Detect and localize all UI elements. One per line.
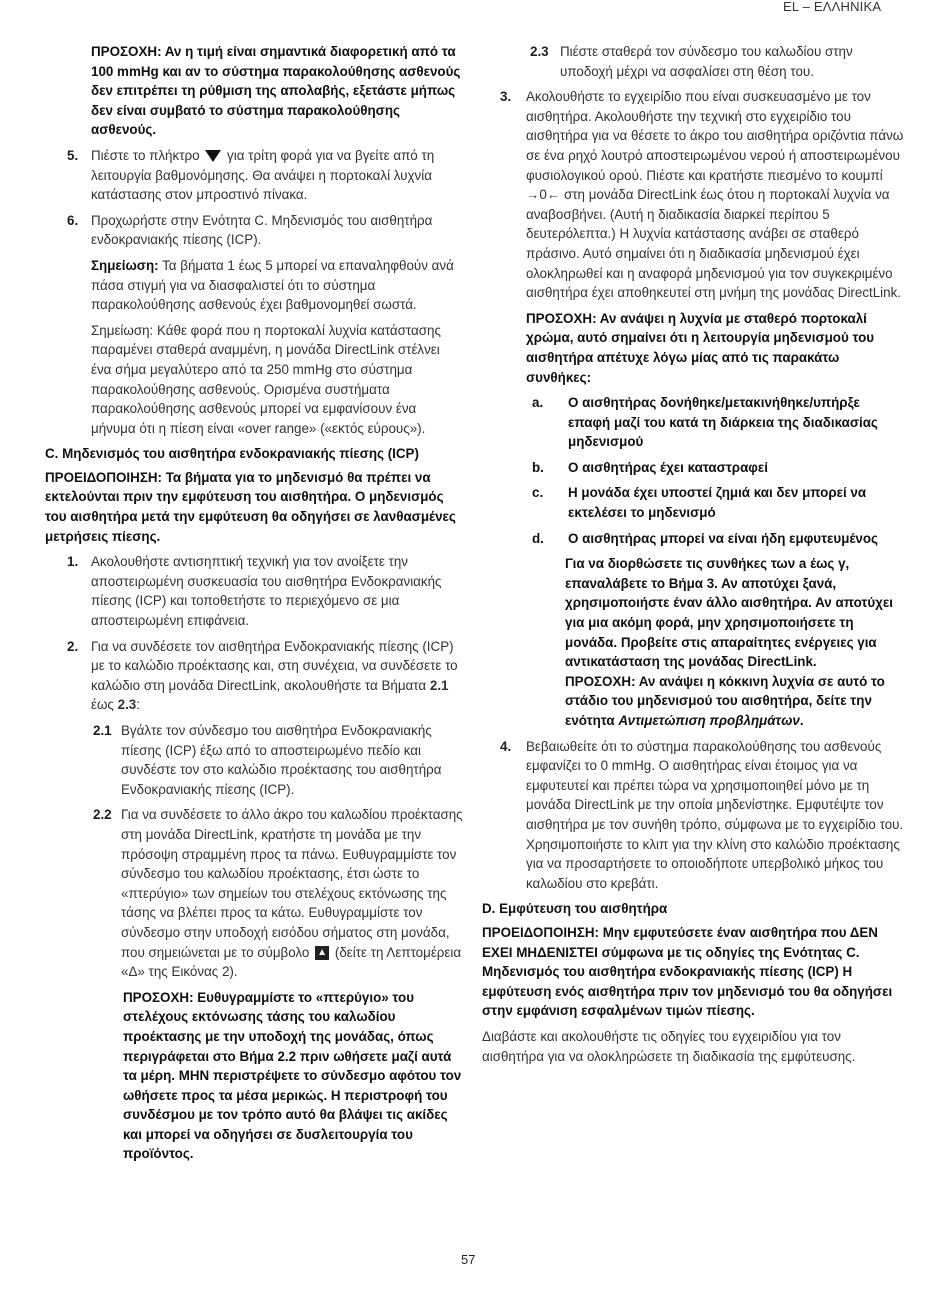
substep-number: 2.1 (93, 723, 112, 738)
caution-connector-alignment: ΠΡΟΣΟΧΗ: Ευθυγραμμίστε το «πτερύγιο» του στελέχους εκτόνωσης τάσης του καλωδίου προέκτασης με την υποδοχή της μονάδας, όπως περιγράφεται στο Βήμα 2.2 πριν ωθήσετε μαζί αυτά τα μέρη. ΜΗΝ περιστρέψετε το σύνδεσμο αφότου τον ωθήσετε προς τα μέσα μερικώς. Η περιστροφή του συνδέσμου με τον τρόπο αυτό θα βλάψει τις ακίδες και μπορεί να οδηγήσει σε δυσλειτουργία του προϊόντος. (123, 989, 462, 1162)
section-c-heading: C. Μηδενισμός του αισθητήρα ενδοκρανιακής πίεσης (ICP) (45, 446, 419, 462)
step-c2-1 (45, 721, 463, 799)
step-c2-3 (530, 42, 905, 81)
step-text: Πιέστε το πλήκτρο για τρίτη φορά για να βγείτε από τη λειτουργία βαθμονόμησης. Θα ανάψει η πορτοκαλί λυχνία κατάστασης στον μπροστινό πίνακα. (91, 147, 435, 203)
step-text: Ακολουθήστε αντισηπτική τεχνική για τον ανοίξετε την αποστειρωμένη συσκευασία του αισθητήρα Ενδοκρανιακής πίεσης (ICP) και τοποθετήστε το περιεχόμενο σε μια αποστειρωμένη επιφάνεια. (91, 554, 442, 629)
caution-calibration: ΠΡΟΣΟΧΗ: Αν η τιμή είναι σημαντικά διαφορετική από τα 100 mmHg και αν το σύστημα παρακολούθησης ασθενούς δεν επιτρέπει τη ρύθμιση της απολαβής, εξετάστε μήπως δεν είναι συμβατό το σύστημα παρακολούθησης ασθενούς. (91, 44, 461, 138)
step-c3 (500, 87, 905, 303)
step-c4 (500, 737, 905, 894)
step-text: Για να συνδέσετε τον αισθητήρα Ενδοκρανιακής πίεσης (ICP) με το καλώδιο προέκτασης και, στη συνέχεια, να συνδέσετε το καλώδιο στη μονάδα DirectLink, ακολουθήστε τα Βήματα 2.1 έως 2.3: (91, 638, 458, 713)
step-text: Ακολουθήστε το εγχειρίδιο που είναι συσκευασμένο με τον αισθητήρα. Ακολουθήστε την τεχνική στο εγχειρίδιο του αισθητήρα για να θέσετε το άκρο του αισθητήρα οριζόντια πάνω σε ένα ρηχό λουτρό αποστειρωμένου νερού ή αποστειρωμένου φυσιολογικού ορού. Πιέστε και κρατήστε πιεσμένο το κουμπί →0← στη μονάδα DirectLink έως ότου η πορτοκαλί λυχνία να αναβοσβήνει. (Αυτή η διαδικασία διαρκεί περίπου 5 δευτερόλεπτα.) Η λυχνία κατάστασης ανάβει σε σταθερό πράσινο. Αυτό σημαίνει ότι η διαδικασία μηδενισμού έχει ολοκληρωθεί και η αναφορά μηδενισμού για τον συγκεκριμένο αισθητήρα έχει αποθηκευτεί στη μνήμη της μονάδας DirectLink. (526, 89, 904, 301)
note-repeat-steps: Σημείωση: Τα βήματα 1 έως 5 μπορεί να επαναληφθούν ανά πάσα στιγμή για να διασφαλιστεί ότι το σύστημα παρακολούθησης ασθενούς έχει βαθμονομηθεί σωστά. (91, 257, 454, 313)
troubleshooting-reference: Αντιμετώπιση προβλημάτων (618, 713, 800, 728)
step-c2-2 (45, 805, 463, 981)
step-number: 5. (67, 147, 79, 163)
conditions-list (526, 393, 905, 548)
left-column (45, 42, 463, 1170)
step-text: Προχωρήστε στην Ενότητα C. Μηδενισμός του αισθητήρα ενδοκρανιακής πίεσης (ICP). (91, 212, 433, 248)
substep-text: Για να συνδέσετε το άλλο άκρο του καλωδίου προέκτασης στη μονάδα DirectLink, κρατήστε τη μονάδα με την πρόσοψη στραμμένη προς τα πάνω. Ευθυγραμμίστε τον σύνδεσμο του καλωδίου προέκτασης, έτσι ώστε το «πτερύγιο» των σημείων του στελέχους εκτόνωσης της τάσης να βλέπει προς τα κάτω. Ευθυγραμμίστε τον σύνδεσμο στην υποδοχή εισόδου σήματος στη μονάδα, που σημειώνεται με το σύμβολο ▲ (δείτε τη Λεπτομέρεια «Δ» της Εικόνας 2). (121, 807, 463, 980)
substep-text: Πιέστε σταθερά τον σύνδεσμο του καλωδίου στην υποδοχή μέχρι να ασφαλίσει στη θέση του. (560, 44, 853, 79)
caution-zero-failure: ΠΡΟΣΟΧΗ: Αν ανάψει η λυχνία με σταθερό πορτοκαλί χρώμα, αυτό σημαίνει ότι η λειτουργία μηδενισμού του αισθητήρα απέτυχε λόγω μίας από τις παρακάτω συνθήκες: (526, 310, 875, 385)
step-6 (45, 211, 463, 250)
substep-text: Βγάλτε τον σύνδεσμο του αισθητήρα Ενδοκρανιακής πίεσης (ICP) έξω από το αποστειρωμένο πεδίο και συνδέστε τον στο καλώδιο προέκτασης του αισθητήρα Ενδοκρανιακής πίεσης (ICP). (121, 723, 442, 797)
step-text: Βεβαιωθείτε ότι το σύστημα παρακολούθησης του ασθενούς εμφανίζει το 0 mmHg. Ο αισθητήρας είναι έτοιμος για να εμφυτευτεί και πρέπει τώρα να χρησιμοποιηθεί μόνο με τη μονάδα DirectLink με την οποία μηδενίστηκε. Εμφυτέψτε τον αισθητήρα με τον συνήθη τρόπο, σύμφωνα με το εγχειρίδιο του. Χρησιμοποιήστε το κλιπ για την κλίνη στο καλώδιο προέκτασης για να προσαρτήσετε το οποιοδήποτε υπερβολικό μήκος του καλωδίου στο κρεβάτι. (526, 738, 904, 891)
signal-input-symbol-icon: ▲ (315, 946, 329, 960)
section-d-heading: D. Εμφύτευση του αισθητήρα (482, 901, 668, 917)
right-column (482, 42, 905, 1072)
step-5 (45, 146, 463, 205)
substep-number: 2.2 (93, 807, 112, 823)
language-label: EL – ΕΛΛΗΝΙΚΑ (783, 0, 882, 14)
caution-red-light: ΠΡΟΣΟΧΗ: Αν ανάψει η κόκκινη λυχνία σε αυτό το στάδιο του μηδενισμού του αισθητήρα, δείτε την ενότητα Αντιμετώπιση προβλημάτων. (565, 673, 885, 728)
down-arrow-key-icon (205, 150, 221, 162)
warning-implant: ΠΡΟΕΙΔΟΠΟΙΗΣΗ: Μην εμφυτεύσετε έναν αισθητήρα που ΔΕΝ ΕΧΕΙ ΜΗΔΕΝΙΣΤΕΙ σύμφωνα με τις οδηγίες της Ενότητας C. Μηδενισμός του αισθητήρα ενδοκρανιακής πίεσης (ICP) Η εμφύτευση ενός αισθητήρα πριν τον μηδενισμό του θα οδηγήσει στην εμφάνιση εσφαλμένων τιμών πίεσης. (482, 924, 893, 1019)
step-c1 (45, 552, 463, 630)
step-number: 4. (500, 738, 512, 754)
step-c2 (45, 637, 463, 715)
substep-number: 2.3 (530, 44, 549, 59)
fix-instructions: Για να διορθώσετε τις συνθήκες των a έως γ, επαναλάβετε το Βήμα 3. Αν αποτύχει ξανά, χρησιμοποιήστε έναν άλλο αισθητήρα. Αν αποτύχει για μια ακόμη φορά, μην χρησιμοποιήσετε τη μονάδα. Προβείτε στις απαραίτητες ενέργειες για αντικατάσταση της μονάδας DirectLink. (565, 556, 893, 670)
step-number: 3. (500, 89, 512, 105)
list-item: d. Ο αισθητήρας μπορεί να είναι ήδη εμφυτευμένος (532, 530, 879, 546)
implant-instructions: Διαβάστε και ακολουθήστε τις οδηγίες του εγχειριδίου για τον αισθητήρα για να ολοκληρώσετε τη διαδικασία της εμφύτευσης. (482, 1028, 856, 1064)
note-over-range: Σημείωση: Κάθε φορά που η πορτοκαλί λυχνία κατάστασης παραμένει σταθερά αναμμένη, η μονάδα DirectLink στέλνει ένα σήμα μεγαλύτερο από τα 250 mmHg στο σύστημα παρακολούθησης ασθενούς. Ορισμένα συστήματα παρακολούθησης ασθενούς μπορεί να εμφανίσουν ένα μήνυμα ότι η πίεση είναι «over range» («εκτός εύρους»). (91, 322, 441, 436)
page-number: 57 (461, 1252, 476, 1267)
step-number: 2. (67, 638, 79, 654)
warning-zeroing: ΠΡΟΕΙΔΟΠΟΙΗΣΗ: Τα βήματα για το μηδενισμό θα πρέπει να εκτελούνται πριν την εμφύτευση του αισθητήρα. Ο μηδενισμός του αισθητήρα μετά την εμφύτευση θα οδηγήσει σε λανθασμένες μετρήσεις πίεσης. (45, 469, 456, 544)
step-number: 1. (67, 554, 79, 570)
list-item: b. Ο αισθητήρας έχει καταστραφεί (532, 459, 768, 475)
list-item: c. Η μονάδα έχει υποστεί ζημιά και δεν μπορεί να εκτελέσει το μηδενισμό (532, 485, 867, 521)
step-number: 6. (67, 212, 79, 228)
list-item: a. Ο αισθητήρας δονήθηκε/μετακινήθηκε/υπήρξε επαφή μαζί του κατά τη διάρκεια της διαδικασίας μηδενισμού (532, 395, 878, 450)
zero-button-icon: →0← (526, 187, 561, 203)
